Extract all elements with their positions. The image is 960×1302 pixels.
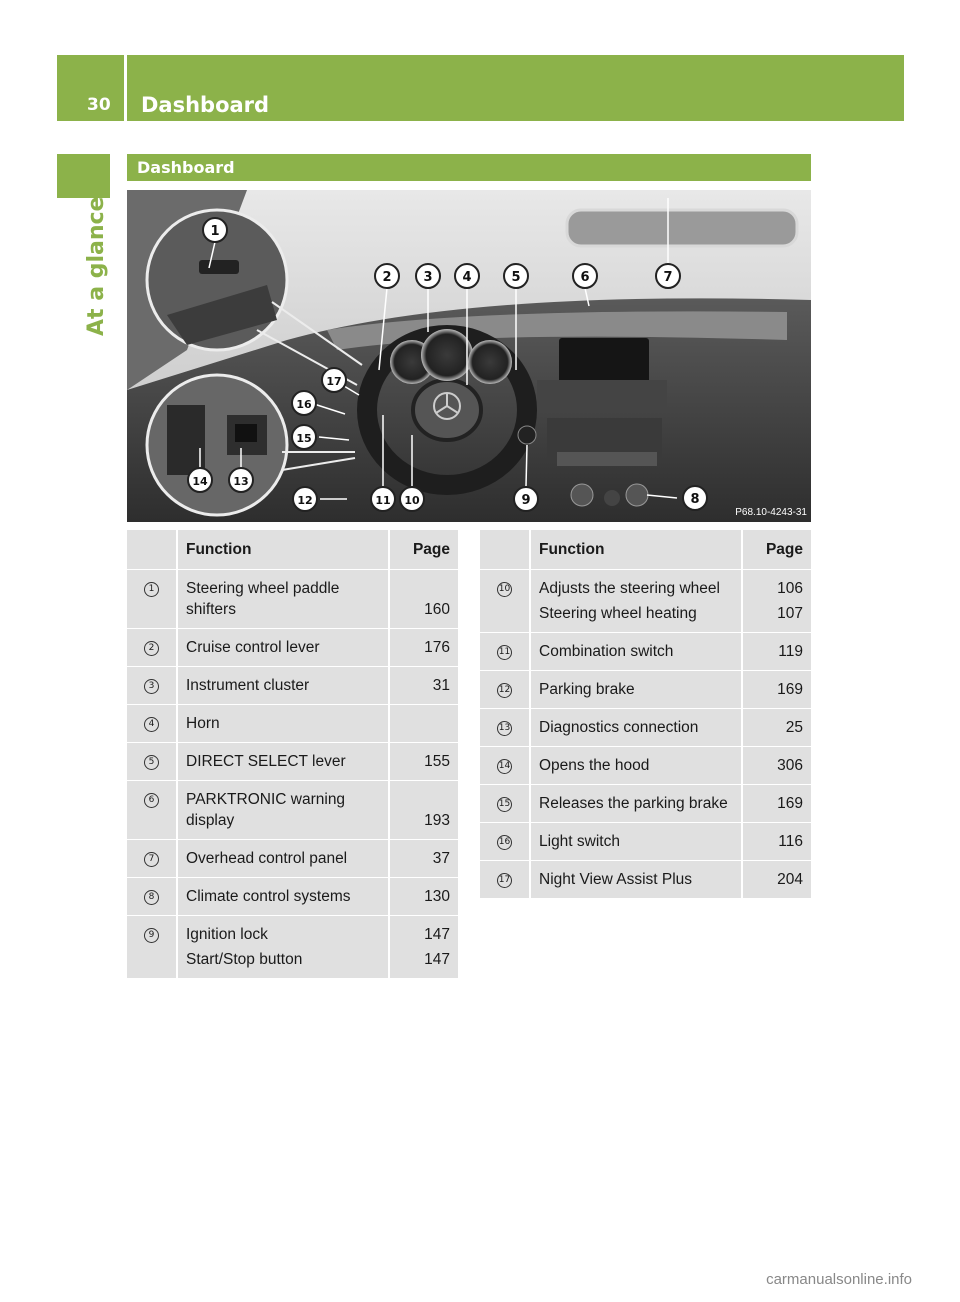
- svg-text:4: 4: [462, 270, 472, 285]
- page-ref: 306: [777, 757, 803, 774]
- row-number-cell: [127, 840, 178, 878]
- function-text: Ignition lock: [186, 926, 268, 943]
- table-row: [480, 861, 811, 899]
- table-row: [480, 570, 811, 633]
- row-number-cell: [127, 705, 178, 743]
- page-cell: [743, 747, 811, 785]
- callout-1: [203, 218, 227, 242]
- page-ref: [394, 713, 450, 734]
- function-text: Diagnostics connection: [539, 719, 699, 736]
- function-text: Instrument cluster: [186, 677, 310, 694]
- svg-text:15: 15: [296, 432, 312, 445]
- page-header: Page: [743, 530, 811, 570]
- table-header-row: [480, 530, 811, 570]
- function-table-right: [480, 530, 811, 899]
- table-row: [127, 667, 458, 705]
- callout-10: [400, 487, 424, 511]
- page-cell: [390, 743, 458, 781]
- page-cell: [390, 570, 458, 629]
- function-cell: [178, 878, 390, 916]
- svg-text:2: 2: [382, 270, 392, 285]
- page-ref: 107: [777, 605, 803, 622]
- table-row: [127, 705, 458, 743]
- table-row: [127, 743, 458, 781]
- function-text: Light switch: [539, 833, 620, 850]
- row-number-cell: [127, 878, 178, 916]
- row-number-cell: [127, 629, 178, 667]
- row-number-cell: [480, 823, 531, 861]
- callout-17: [322, 368, 346, 392]
- page-ref: 147: [424, 926, 450, 943]
- page-cell: [390, 781, 458, 840]
- dashboard-illustration: [127, 190, 811, 522]
- svg-text:14: 14: [192, 475, 208, 488]
- row-number: 4: [144, 717, 159, 732]
- row-number: 9: [144, 928, 159, 943]
- svg-text:17: 17: [326, 375, 342, 388]
- function-cell: [178, 781, 390, 840]
- row-number-cell: [480, 633, 531, 671]
- row-number-cell: [127, 916, 178, 979]
- svg-text:11: 11: [375, 494, 391, 507]
- page-number-box: [57, 55, 124, 121]
- row-number: 2: [144, 641, 159, 656]
- svg-text:3: 3: [423, 270, 433, 285]
- header-bar: [127, 55, 904, 121]
- callout-4: [455, 264, 479, 288]
- table-header-row: [127, 530, 458, 570]
- page-cell: [743, 785, 811, 823]
- callout-5: [504, 264, 528, 288]
- row-number: 16: [497, 835, 512, 850]
- callout-11: [371, 487, 395, 511]
- callout-8: [683, 486, 707, 510]
- svg-text:13: 13: [233, 475, 249, 488]
- function-text: Combination switch: [539, 643, 674, 660]
- function-text: Steering wheel paddle shifters: [186, 580, 340, 618]
- callout-14: [188, 468, 212, 492]
- function-header: Function: [531, 530, 743, 570]
- row-number-cell: [480, 570, 531, 633]
- table-row: [127, 570, 458, 629]
- svg-text:10: 10: [404, 494, 420, 507]
- function-text: Opens the hood: [539, 757, 650, 774]
- svg-text:8: 8: [690, 492, 700, 507]
- table-row: [480, 671, 811, 709]
- row-number: 15: [497, 797, 512, 812]
- row-number-cell: [127, 743, 178, 781]
- page-cell: [390, 629, 458, 667]
- svg-text:7: 7: [663, 270, 673, 285]
- page-cell: [390, 840, 458, 878]
- function-cell: [531, 747, 743, 785]
- function-text: Adjusts the steering wheel: [539, 580, 720, 597]
- table-row: [127, 781, 458, 840]
- page-ref: 37: [432, 850, 450, 867]
- function-text: Steering wheel heating: [539, 605, 697, 622]
- function-cell: [531, 823, 743, 861]
- row-number-cell: [480, 747, 531, 785]
- function-text: Overhead control panel: [186, 850, 348, 867]
- page-ref: 193: [424, 812, 450, 829]
- table-row: [127, 916, 458, 979]
- page-number: 30: [87, 95, 111, 115]
- function-cell: [178, 840, 390, 878]
- page-cell: [743, 861, 811, 899]
- svg-text:6: 6: [580, 270, 590, 285]
- row-number: 12: [497, 683, 512, 698]
- page-title: Dashboard: [141, 93, 270, 117]
- function-cell: [531, 633, 743, 671]
- page-ref: 31: [432, 677, 450, 694]
- page-ref: 155: [424, 753, 450, 770]
- row-number: 17: [497, 873, 512, 888]
- function-cell: [531, 785, 743, 823]
- function-table-left: [127, 530, 458, 979]
- row-number-cell: [480, 785, 531, 823]
- svg-text:16: 16: [296, 398, 312, 411]
- page-cell: [743, 823, 811, 861]
- function-text: Cruise control lever: [186, 639, 320, 656]
- page-ref: 119: [778, 643, 803, 660]
- callout-6: [573, 264, 597, 288]
- svg-text:5: 5: [511, 270, 521, 285]
- row-number: 1: [144, 582, 159, 597]
- function-cell: [178, 916, 390, 979]
- table-row: [127, 878, 458, 916]
- callout-12: [293, 487, 317, 511]
- row-number-cell: [127, 781, 178, 840]
- page-ref: 169: [777, 681, 803, 698]
- page-ref: 176: [424, 639, 450, 656]
- page-cell: [743, 709, 811, 747]
- side-tab: [57, 154, 110, 198]
- page-cell: [390, 667, 458, 705]
- page-cell: [390, 878, 458, 916]
- function-text: Horn: [186, 715, 220, 732]
- callout-13: [229, 468, 253, 492]
- function-cell: [178, 667, 390, 705]
- page-ref: 160: [424, 601, 450, 618]
- page-ref: 116: [778, 833, 803, 850]
- table-row: [480, 747, 811, 785]
- page-cell: [743, 671, 811, 709]
- row-number-cell: [127, 570, 178, 629]
- page-ref: 106: [777, 580, 803, 597]
- page-ref: 147: [424, 951, 450, 968]
- function-text: Start/Stop button: [186, 951, 303, 968]
- row-number-cell: [480, 709, 531, 747]
- function-cell: [531, 709, 743, 747]
- page-cell: [743, 633, 811, 671]
- function-cell: [178, 570, 390, 629]
- callout-2: [375, 264, 399, 288]
- callout-16: [292, 391, 316, 415]
- function-cell: [178, 629, 390, 667]
- function-cell: [531, 671, 743, 709]
- section-title: Dashboard: [137, 158, 235, 177]
- page-header: Page: [390, 530, 458, 570]
- table-row: [127, 629, 458, 667]
- row-number-cell: [480, 861, 531, 899]
- function-text: PARKTRONIC warning display: [186, 791, 346, 829]
- function-text: DIRECT SELECT lever: [186, 753, 346, 770]
- row-number: 3: [144, 679, 159, 694]
- page-cell: [390, 705, 458, 743]
- number-header: [480, 530, 531, 570]
- function-cell: [178, 743, 390, 781]
- row-number: 10: [497, 582, 512, 597]
- row-number-cell: [127, 667, 178, 705]
- callout-9: [514, 487, 538, 511]
- row-number: 6: [144, 793, 159, 808]
- watermark: carmanualsonline.info: [766, 1271, 912, 1288]
- row-number: 5: [144, 755, 159, 770]
- svg-text:9: 9: [521, 493, 531, 508]
- function-cell: [178, 705, 390, 743]
- number-header: [127, 530, 178, 570]
- table-row: [480, 709, 811, 747]
- row-number: 13: [497, 721, 512, 736]
- function-text: Releases the parking brake: [539, 795, 728, 812]
- page-ref: 169: [777, 795, 803, 812]
- function-text: Climate control systems: [186, 888, 351, 905]
- section-heading-bar: [127, 154, 811, 181]
- function-cell: [531, 861, 743, 899]
- row-number: 11: [497, 645, 512, 660]
- function-text: Night View Assist Plus: [539, 871, 693, 888]
- table-row: [480, 785, 811, 823]
- page-ref: 25: [785, 719, 803, 736]
- callout-3: [416, 264, 440, 288]
- row-number-cell: [480, 671, 531, 709]
- callout-7: [656, 264, 680, 288]
- row-number: 7: [144, 852, 159, 867]
- function-cell: [531, 570, 743, 633]
- dashboard-photo: [127, 190, 811, 522]
- figure-code: P68.10-4243-31: [735, 507, 807, 518]
- table-row: [480, 633, 811, 671]
- page-ref: 204: [777, 871, 803, 888]
- page-cell: [743, 570, 811, 633]
- page-cell: [390, 916, 458, 979]
- table-row: [480, 823, 811, 861]
- page-ref: 130: [424, 888, 450, 905]
- row-number: 14: [497, 759, 512, 774]
- callout-15: [292, 425, 316, 449]
- function-header: Function: [178, 530, 390, 570]
- side-label: At a glance: [84, 196, 109, 336]
- svg-text:1: 1: [210, 224, 220, 239]
- function-text: Parking brake: [539, 681, 635, 698]
- svg-text:12: 12: [297, 494, 313, 507]
- row-number: 8: [144, 890, 159, 905]
- table-row: [127, 840, 458, 878]
